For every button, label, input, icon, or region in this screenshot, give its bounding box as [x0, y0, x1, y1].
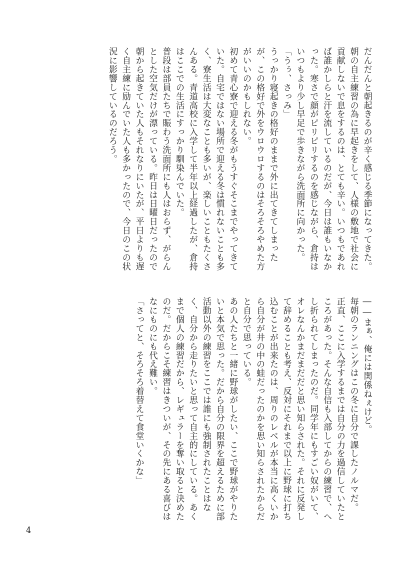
lower-text-block: ――まぁ、俺には関係ねぇけど。 毎朝のランニングはこの冬に自分で課したノルマだ。 正直、ここに入学するまでは自分の力を過信していたところがあった。そんな自信も入部してからの練習で、へし折られてしまったのだ。同学年にもすごい奴がいて、オレなんかまだまだだと思い知らされた。それに反発して辞めることも考え、反対にそれまで以上に野球に打ち込むことが出来たのは、周りのレベルが本当に高くいから自分が井の中の蛙だったのかを思い知らされたからだと自分で思っている。 あの人たちと一緒に野球がしたい、ここで野球がやりたいと本気で思った。だから自分の限界を超えるために部活動以外の練習をここでは誰にも強制されたことはなく、自分から走りたいと思って自主的にしている。あくまで個人の練習だから、レギュラーを奪い取ると決めたのだ。だからこそ練習はきついが、その先にある喜びはなにものにも代え難い。 「さってと、そろそろ着替えて食堂いくかな」 — [134, 297, 372, 521]
upper-text-block: だんだんと朝起きるのが辛く感じる季節になってきた。 朝の自主練習の為に早起きをして、人様の敷地で社会に貢献しないで息をするのは、とても辛い。いつもであれば誰かしらと汗を流しているのだが、今日は誰もいなかった。寒さで顔がピリピリするのを感じながら、倉持はいつもより少し早足で歩きながら洗面所に向かった。 「うぅ、さっみ」 うっかり寝起きの格好のままで外に出てきてしまったが、この格好で外をウロウロするのはそろそろやめた方がいいのかもしれない。 初めて青心寮で迎える冬がもうすぐそこまでやってきていた。自宅ではない場所で迎える冬は慣れないことも多く、寮生活は大変なことも多いが、楽しいこともたくさんある。青道高校に入学して半年以上経過したが、倉持はここでの生活にすっかり馴染んでいた。 普段は部員たちで賑わう洗面所にも人はおらず、がらんとした空気だけが漂っている。昨日は日曜日だったので朝から起きていた人もそれなりにいたが、平日よりも遅く自主練に励んでいた人も多かったので、今日のこの状況に影響しているのだろう。 — [107, 47, 372, 271]
page-number: 4 — [26, 526, 32, 535]
